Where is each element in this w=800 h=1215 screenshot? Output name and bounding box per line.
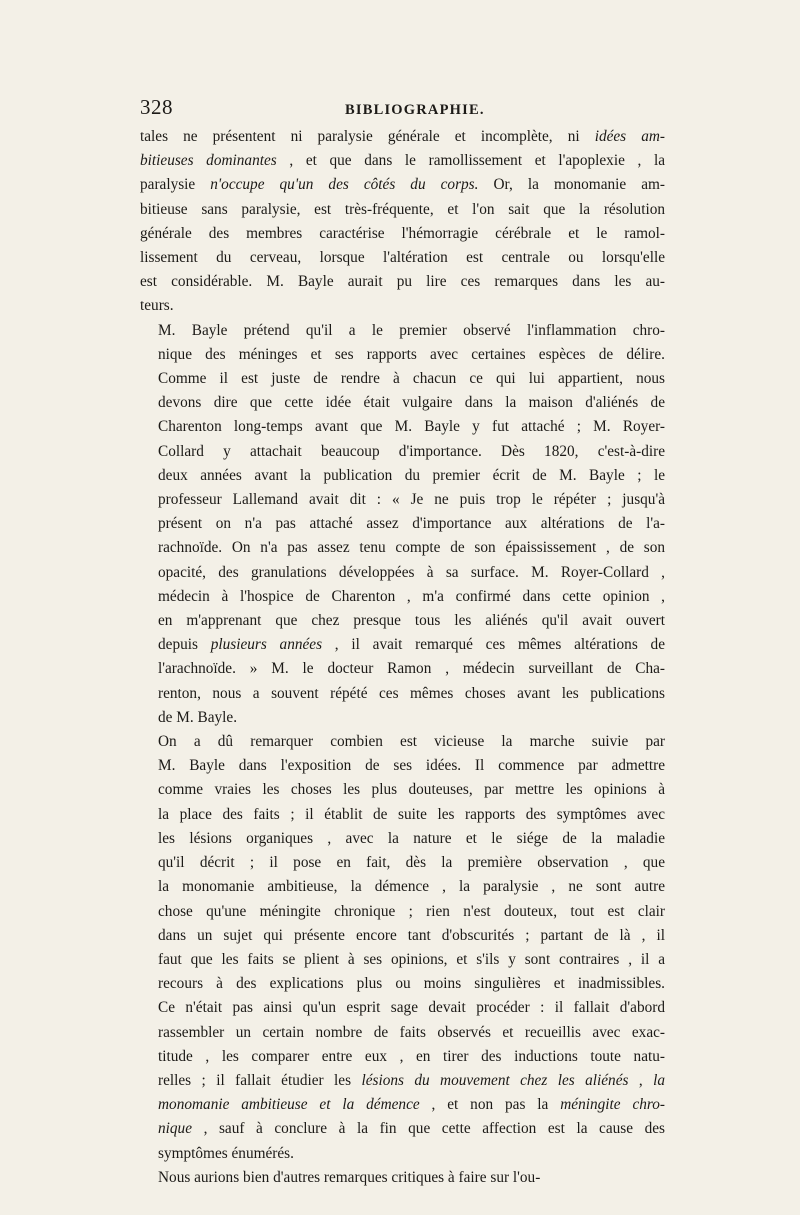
text-line	[140, 222, 665, 246]
text-line	[140, 706, 665, 730]
text-line	[140, 440, 665, 464]
text-run: , et que dans le ramollissement et l'apoplexie , la	[276, 152, 666, 170]
text-run: nique des méninges et ses rapports avec certaines espèces de délire.	[158, 345, 665, 363]
text-run: lissement du cerveau, lorsque l'altération est centrale ou lorsqu'elle	[140, 249, 665, 267]
text-line	[140, 1045, 665, 1069]
text-run: renton, nous a souvent répété ces mêmes choses avant les publications	[158, 684, 665, 702]
text-run: qu'il décrit ; il pose en fait, dès la première observation , que	[158, 854, 665, 872]
text-line	[140, 827, 665, 851]
text-line	[140, 1069, 665, 1093]
text-run: titude , les comparer entre eux , en tirer des inductions toute natu-	[158, 1047, 665, 1065]
text-run: professeur Lallemand avait dit : « Je ne puis trop le répéter ; jusqu'à	[158, 491, 665, 509]
text-line	[140, 464, 665, 488]
text-run: chose qu'une méningite chronique ; rien n'est douteux, tout est clair	[158, 902, 665, 920]
italic-text: plusieurs années	[210, 636, 323, 654]
italic-text: nique	[158, 1120, 192, 1138]
text-line	[140, 173, 665, 197]
text-line	[140, 609, 665, 633]
text-run: On a dû remarquer combien est vicieuse la marche suivie par	[158, 733, 665, 751]
paragraph	[140, 125, 665, 319]
text-line	[140, 682, 665, 706]
text-run: paralysie	[140, 176, 211, 194]
text-line	[140, 657, 665, 681]
text-line	[140, 996, 665, 1020]
text-line	[140, 851, 665, 875]
text-line	[140, 319, 665, 343]
text-line	[140, 391, 665, 415]
italic-text: idées am-	[594, 128, 666, 145]
text-run: la monomanie ambitieuse, la démence , la paralysie , ne sont autre	[158, 878, 665, 896]
text-line	[140, 875, 665, 899]
text-run: Or, la monomanie am-	[478, 176, 665, 194]
page-number: 328	[140, 95, 173, 119]
text-line	[140, 270, 665, 294]
text-line	[140, 900, 665, 924]
text-run: , sauf à conclure à la fin que cette affection est la cause des	[192, 1120, 665, 1138]
text-line	[140, 149, 665, 173]
text-run: l'arachnoïde. » M. le docteur Ramon , médecin surveillant de Cha-	[158, 660, 665, 678]
text-run: générale des membres caractérise l'hémorragie cérébrale et le ramol-	[140, 224, 665, 242]
text-line	[140, 1117, 665, 1141]
text-line	[140, 1166, 665, 1190]
text-line	[140, 343, 665, 367]
text-line	[140, 536, 665, 560]
text-line	[140, 198, 665, 222]
text-run: relles ; il fallait étudier les	[158, 1071, 362, 1089]
text-run: Comme il est juste de rendre à chacun ce qui lui appartient, nous	[158, 370, 665, 388]
text-line	[140, 803, 665, 827]
paragraph	[140, 1166, 665, 1190]
text-run: teurs.	[140, 297, 174, 315]
italic-text: la	[653, 1071, 665, 1089]
text-run: , il avait remarqué ces mêmes altérations de	[322, 636, 665, 654]
body-text	[140, 125, 665, 1190]
text-line	[140, 972, 665, 996]
text-line	[140, 415, 665, 439]
text-line	[140, 778, 665, 802]
text-run: présent on n'a pas attaché assez d'importance aux altérations de l'a-	[158, 515, 665, 533]
text-run: , et non pas la	[419, 1096, 561, 1114]
text-line	[140, 1142, 665, 1166]
text-run: est considérable. M. Bayle aurait pu lire ces remarques dans les au-	[140, 273, 665, 291]
text-run: comme vraies les choses les plus douteuses, par mettre les opinions à	[158, 781, 665, 799]
text-line	[140, 1021, 665, 1045]
italic-text: n'occupe qu'un des côtés du corps.	[210, 176, 479, 194]
text-run: opacité, des granulations développées à sa surface. M. Royer-Collard ,	[158, 563, 665, 581]
text-run: dans un sujet qui présente encore tant d'obscurités ; partant de là , il	[158, 926, 665, 944]
text-run: rassembler un certain nombre de faits observés et recueillis avec exac-	[158, 1023, 665, 1041]
text-run: tales ne présentent ni paralysie générale et incomplète, ni	[140, 128, 595, 145]
text-run: Ce n'était pas ainsi qu'un esprit sage devait procéder : il fallait d'abord	[158, 999, 665, 1017]
text-run: Nous aurions bien d'autres remarques critiques à faire sur l'ou-	[158, 1168, 541, 1186]
text-line	[140, 1093, 665, 1117]
italic-text: méningite chro-	[560, 1096, 666, 1114]
text-run: la place des faits ; il établit de suite les rapports des symptômes avec	[158, 805, 665, 823]
italic-text: bitieuses dominantes	[140, 152, 277, 170]
text-run: devons dire que cette idée était vulgaire dans la maison d'aliénés de	[158, 394, 665, 412]
text-run: médecin à l'hospice de Charenton , m'a confirmé dans cette opinion ,	[158, 587, 665, 605]
text-line	[140, 125, 665, 149]
text-run: en m'apprenant que chez presque tous les aliénés qu'il avait ouvert	[158, 612, 665, 630]
text-run: ,	[628, 1071, 654, 1089]
text-block	[140, 95, 665, 1190]
text-run: recours à des explications plus ou moins singulières et inadmissibles.	[158, 975, 665, 993]
text-line	[140, 294, 665, 318]
text-line	[140, 924, 665, 948]
text-line	[140, 367, 665, 391]
text-line	[140, 488, 665, 512]
text-run: rachnoïde. On n'a pas assez tenu compte de son épaississement , de son	[158, 539, 665, 557]
text-line	[140, 246, 665, 270]
text-line	[140, 633, 665, 657]
page-header	[140, 95, 665, 125]
text-run: faut que les faits se plient à ses opinions, et s'ils y sont contraires , il a	[158, 950, 665, 968]
text-line	[140, 754, 665, 778]
text-line	[140, 585, 665, 609]
text-line	[140, 730, 665, 754]
text-run: Collard y attachait beaucoup d'importance. Dès 1820, c'est-à-dire	[158, 442, 665, 460]
text-run: les lésions organiques , avec la nature et le siége de la maladie	[158, 829, 665, 847]
text-run: bitieuse sans paralysie, est très-fréquente, et l'on sait que la résolution	[140, 200, 665, 218]
text-line	[140, 948, 665, 972]
text-line	[140, 561, 665, 585]
text-run: symptômes énumérés.	[158, 1144, 294, 1162]
text-run: deux années avant la publication du premier écrit de M. Bayle ; le	[158, 466, 665, 484]
text-run: M. Bayle prétend qu'il a le premier observé l'inflammation chro-	[158, 321, 665, 339]
running-head: BIBLIOGRAPHIE.	[345, 102, 485, 118]
text-run: de M. Bayle.	[158, 708, 238, 726]
italic-text: lésions du mouvement chez les aliénés	[361, 1071, 629, 1089]
text-run: M. Bayle dans l'exposition de ses idées. Il commence par admettre	[158, 757, 665, 775]
text-run: Charenton long-temps avant que M. Bayle y fut attaché ; M. Royer-	[158, 418, 665, 436]
text-line	[140, 512, 665, 536]
paragraph	[140, 319, 665, 730]
italic-text: monomanie ambitieuse et la démence	[158, 1096, 420, 1114]
paragraph	[140, 730, 665, 1166]
text-run: depuis	[158, 636, 211, 654]
